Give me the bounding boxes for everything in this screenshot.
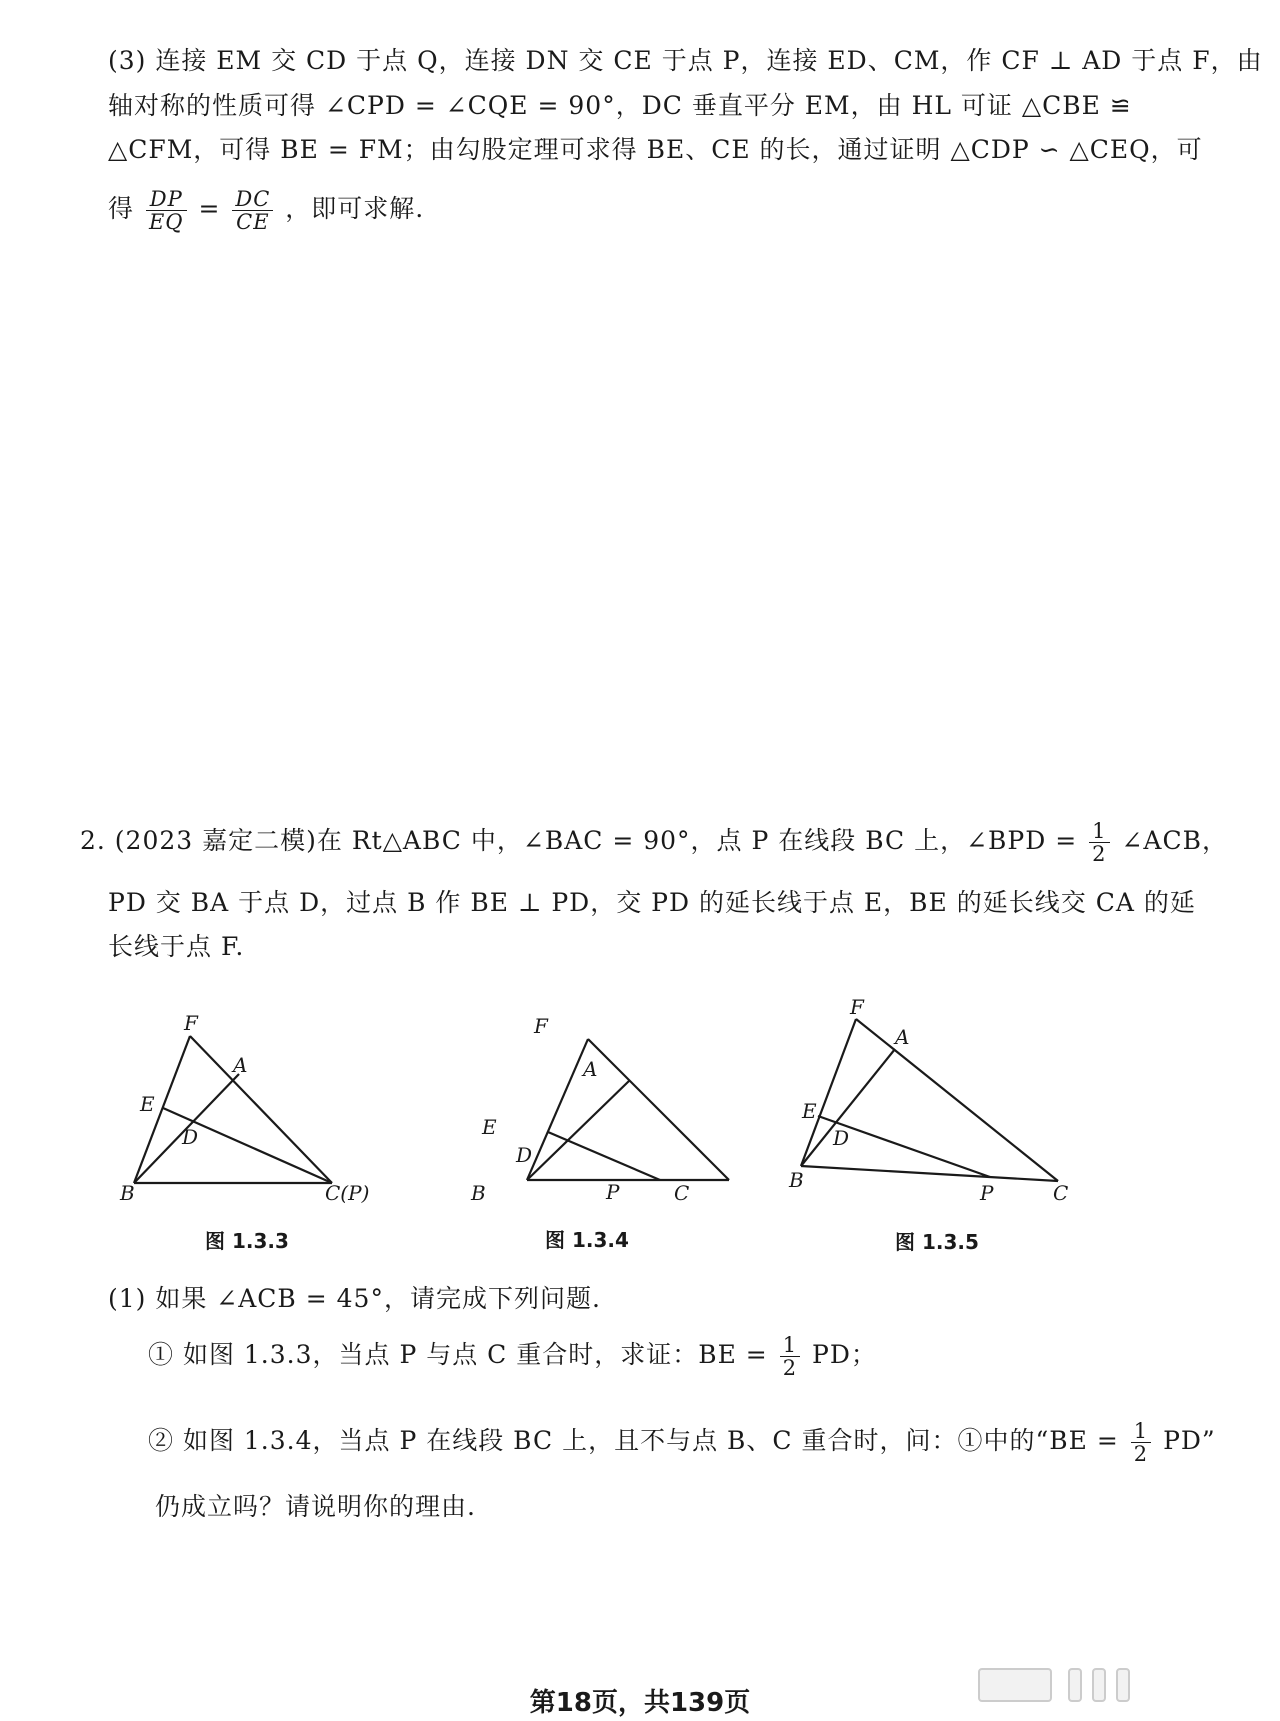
figure-1-3-4 — [471, 1000, 770, 1220]
label-a: A — [233, 1053, 248, 1077]
part3-line-2: 轴对称的性质可得 ∠CPD = ∠CQE = 90°，DC 垂直平分 EM，由 HL 可证 △CBE ≌ — [108, 91, 1132, 120]
part3-line-4-prefix: 得 — [108, 194, 135, 223]
segment-bf — [527, 1039, 588, 1180]
figure-caption: 图 1.3.3 — [205, 1229, 289, 1253]
problem2-line-1-prefix: 2. (2023 嘉定二模)在 Rt△ABC 中，∠BAC = 90°，点 P 在线段 BC 上，∠BPD = — [80, 826, 1078, 855]
figure-1-3-5 — [785, 990, 1095, 1205]
fraction-one-half — [780, 1334, 800, 1379]
problem2-line-1 — [80, 820, 1228, 865]
segment-ba — [527, 1080, 630, 1180]
fraction-numerator: 1 — [1089, 820, 1109, 843]
segment-bc — [801, 1166, 1058, 1181]
part3-line-3: △CFM，可得 BE = FM；由勾股定理可求得 BE、CE 的长，通过证明 △CDP ∽ △CEQ，可 — [108, 135, 1203, 164]
fraction-denominator: EQ — [148, 210, 184, 234]
q1-sub1-suffix: PD； — [812, 1340, 877, 1369]
label-p: P — [980, 1181, 994, 1205]
label-f: F — [184, 1011, 198, 1035]
part3-line-1: (3) 连接 EM 交 CD 于点 Q，连接 DN 交 CE 于点 P，连接 ED、CM，作 CF ⊥ AD 于点 F，由 — [108, 46, 1263, 75]
q1-sub2-suffix: PD” — [1163, 1426, 1216, 1455]
label-a: A — [583, 1057, 598, 1081]
figure-caption: 图 1.3.5 — [895, 1230, 979, 1254]
figure-1-3-3 — [120, 1000, 400, 1220]
part3-line-4-suffix: ，即可求解. — [285, 194, 425, 223]
label-a: A — [895, 1025, 910, 1049]
label-f: F — [850, 995, 864, 1019]
label-b: B — [120, 1181, 135, 1205]
fraction-one-half — [1131, 1420, 1151, 1465]
label-b: B — [789, 1168, 804, 1192]
label-d: D — [516, 1143, 533, 1167]
fraction-denominator: 2 — [1092, 842, 1107, 866]
label-c-p: C(P) — [325, 1181, 370, 1205]
fraction-dp-eq — [146, 188, 187, 233]
label-d: D — [182, 1125, 199, 1149]
fraction-denominator: 2 — [782, 1356, 798, 1380]
fraction-numerator: DC — [232, 188, 273, 211]
q1-sub2 — [148, 1420, 1216, 1465]
problem2-line-3: 长线于点 F. — [108, 932, 245, 961]
label-c: C — [1053, 1181, 1069, 1205]
equals-sign: = — [198, 194, 221, 223]
segment-fc — [856, 1019, 1058, 1181]
fraction-numerator: 1 — [1131, 1420, 1151, 1443]
segment-ep — [548, 1132, 660, 1180]
label-e: E — [482, 1115, 497, 1139]
figure-caption: 图 1.3.4 — [545, 1228, 629, 1252]
label-e: E — [140, 1092, 155, 1116]
label-c: C — [674, 1181, 690, 1205]
page-footer: 第18页，共139页 — [529, 1688, 751, 1718]
label-d: D — [833, 1126, 850, 1150]
fraction-denominator: 2 — [1133, 1442, 1149, 1466]
label-f: F — [534, 1014, 548, 1038]
label-e: E — [802, 1099, 817, 1123]
q1-sub1-prefix: ① 如图 1.3.3，当点 P 与点 C 重合时，求证：BE = — [148, 1340, 768, 1369]
fraction-numerator: 1 — [780, 1334, 800, 1357]
fraction-numerator: DP — [146, 188, 187, 211]
q1-intro: (1) 如果 ∠ACB = 45°，请完成下列问题. — [108, 1284, 601, 1313]
q1-sub2-line2: 仍成立吗？请说明你的理由. — [155, 1492, 476, 1521]
problem2-line-2: PD 交 BA 于点 D，过点 B 作 BE ⊥ PD，交 PD 的延长线于点 E，BE 的延长线交 CA 的延 — [108, 888, 1196, 917]
problem2-line-1-suffix: ∠ACB， — [1121, 826, 1228, 855]
part3-line-4 — [108, 188, 424, 233]
label-p: P — [606, 1180, 620, 1204]
fraction-dc-ce — [232, 188, 273, 233]
fraction-denominator: CE — [236, 210, 270, 234]
segment-fc — [190, 1036, 332, 1183]
label-b: B — [471, 1181, 486, 1205]
q1-sub2-prefix: ② 如图 1.3.4，当点 P 在线段 BC 上，且不与点 B、C 重合时，问：①中的“BE = — [148, 1426, 1119, 1455]
q1-sub1 — [148, 1334, 877, 1379]
fraction-one-half — [1089, 820, 1109, 865]
